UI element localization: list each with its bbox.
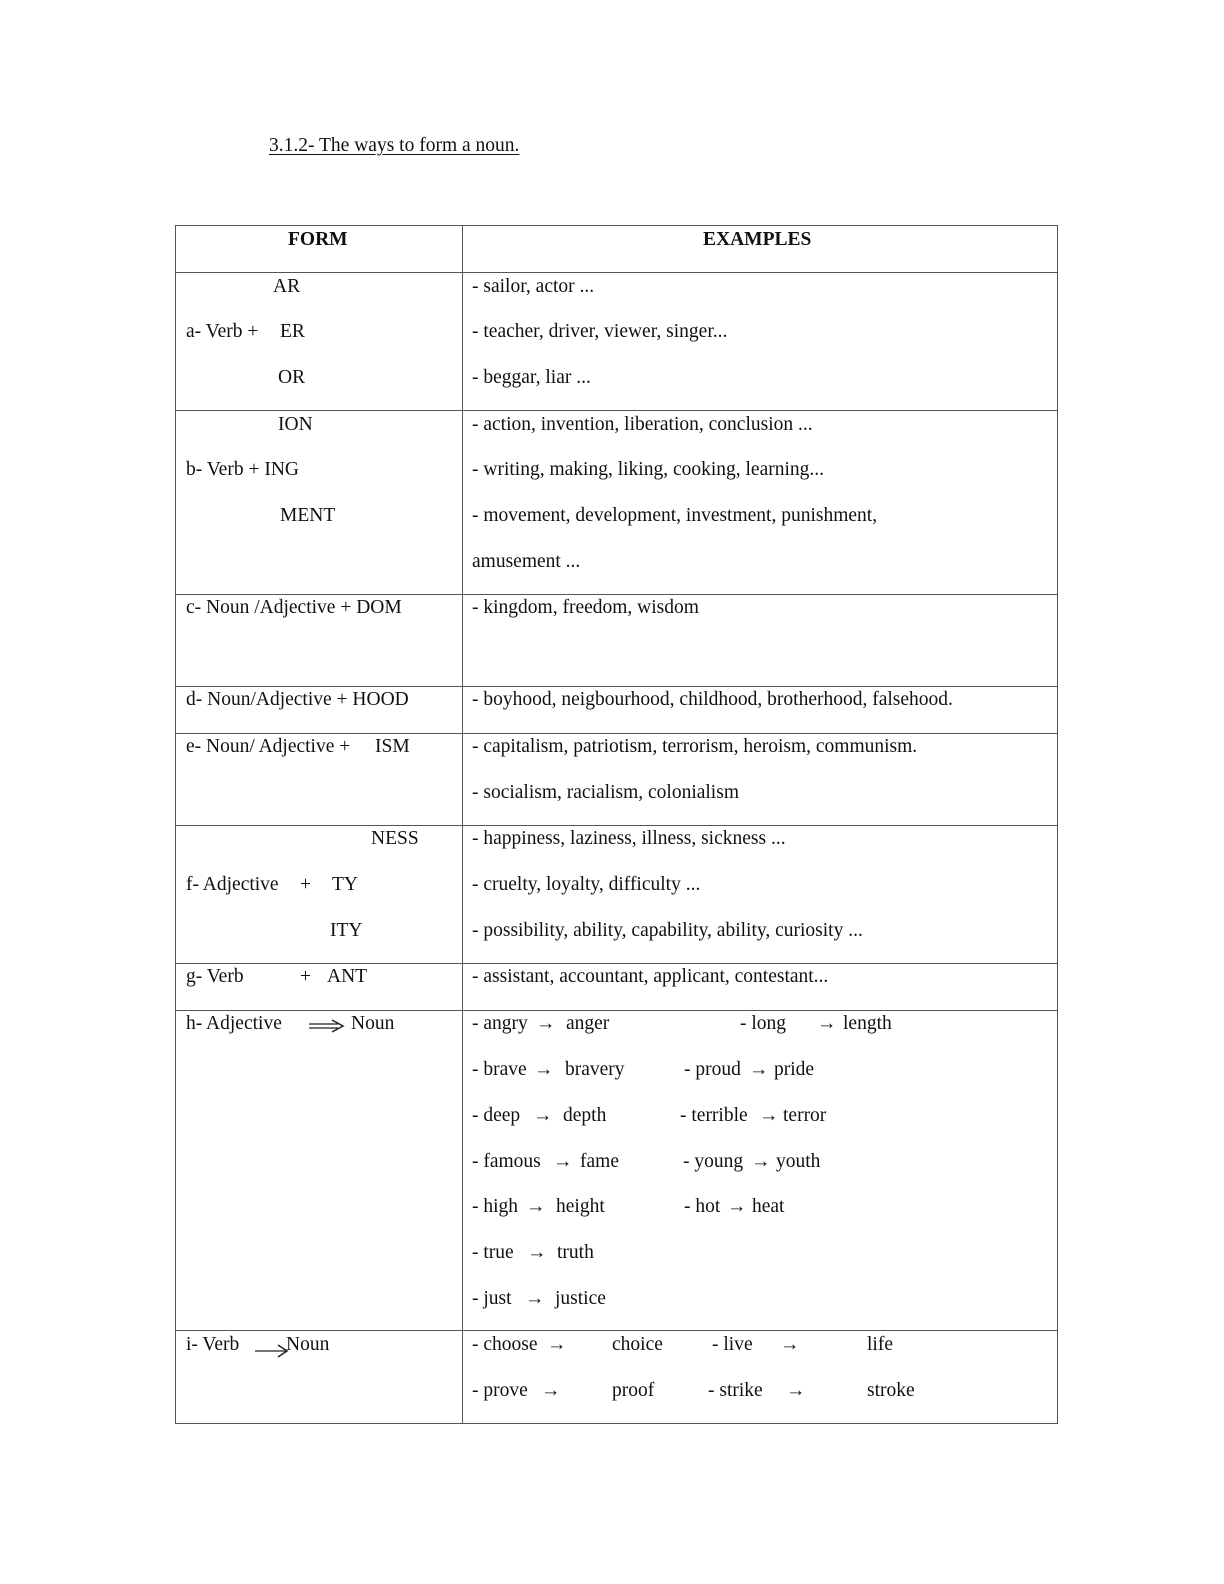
i-right-to-2: stroke xyxy=(867,1380,915,1401)
h-right-from-4: - young xyxy=(683,1151,744,1172)
row-divider xyxy=(176,410,1057,411)
form-g-plus: + xyxy=(300,966,311,987)
example-f-3: - possibility, ability, capability, ability, curiosity ... xyxy=(472,920,863,941)
form-d: d- Noun/Adjective + HOOD xyxy=(186,689,409,710)
arrow-icon: → xyxy=(780,1334,800,1355)
form-f-suffix-ity: ITY xyxy=(330,920,363,941)
h-right-to-5: heat xyxy=(752,1196,785,1217)
example-f-2: - cruelty, loyalty, difficulty ... xyxy=(472,874,701,895)
h-left-to-1: anger xyxy=(566,1013,610,1034)
i-left-to-1: choice xyxy=(612,1334,663,1355)
row-divider xyxy=(176,733,1057,734)
arrow-icon: → xyxy=(547,1334,567,1355)
row-divider xyxy=(176,825,1057,826)
example-b-2: - writing, making, liking, cooking, learning... xyxy=(472,459,825,480)
form-column-header: FORM xyxy=(288,229,348,250)
form-g-base: g- Verb xyxy=(186,966,244,987)
h-left-to-5: height xyxy=(556,1196,605,1217)
form-e-suffix-ism: ISM xyxy=(375,736,410,757)
h-left-from-4: - famous xyxy=(472,1151,541,1172)
examples-column-header: EXAMPLES xyxy=(703,229,812,250)
arrow-icon: → xyxy=(536,1013,556,1034)
i-right-from-2: - strike xyxy=(708,1380,763,1401)
form-a-suffix-ar: AR xyxy=(273,276,301,297)
example-e-1: - capitalism, patriotism, terrorism, heroism, communism. xyxy=(472,736,918,757)
arrow-icon: → xyxy=(553,1151,573,1172)
h-left-to-7: justice xyxy=(555,1288,606,1309)
example-f-1: - happiness, laziness, illness, sickness ... xyxy=(472,828,786,849)
form-g-suffix-ant: ANT xyxy=(327,966,368,987)
example-g-1: - assistant, accountant, applicant, contestant... xyxy=(472,966,829,987)
row-divider xyxy=(176,963,1057,964)
i-right-from-1: - live xyxy=(712,1334,753,1355)
row-divider xyxy=(176,1010,1057,1011)
form-f-base: f- Adjective xyxy=(186,874,279,895)
i-left-from-1: - choose xyxy=(472,1334,538,1355)
form-e-base: e- Noun/ Adjective + xyxy=(186,736,351,757)
arrow-icon: → xyxy=(526,1196,546,1217)
example-a-2: - teacher, driver, viewer, singer... xyxy=(472,321,728,342)
h-left-from-7: - just xyxy=(472,1288,512,1309)
form-f-suffix-ness: NESS xyxy=(371,828,419,849)
form-h-to: Noun xyxy=(351,1013,395,1034)
form-a-base: a- Verb + xyxy=(186,321,259,342)
arrow-icon: → xyxy=(525,1288,545,1309)
form-a-suffix-or: OR xyxy=(278,367,306,388)
h-right-to-3: terror xyxy=(783,1105,827,1126)
noun-formation-table xyxy=(175,225,1058,1424)
arrow-icon: → xyxy=(533,1105,553,1126)
form-a-suffix-er: ER xyxy=(280,321,305,342)
h-right-from-3: - terrible xyxy=(680,1105,748,1126)
arrow-icon: → xyxy=(541,1380,561,1401)
long-arrow-icon xyxy=(308,1019,346,1033)
arrow-icon: → xyxy=(786,1380,806,1401)
example-b-3: - movement, development, investment, punishment, xyxy=(472,505,878,526)
arrow-icon: → xyxy=(749,1059,769,1080)
h-left-from-1: - angry xyxy=(472,1013,528,1034)
section-heading: 3.1.2- The ways to form a noun. xyxy=(269,135,520,156)
arrow-icon: → xyxy=(727,1196,747,1217)
form-b-base: b- Verb + ING xyxy=(186,459,299,480)
example-c-1: - kingdom, freedom, wisdom xyxy=(472,597,699,618)
i-left-to-2: proof xyxy=(612,1380,655,1401)
form-c: c- Noun /Adjective + DOM xyxy=(186,597,402,618)
h-left-from-6: - true xyxy=(472,1242,514,1263)
h-right-from-5: - hot xyxy=(684,1196,721,1217)
arrow-icon: → xyxy=(817,1013,837,1034)
i-right-to-1: life xyxy=(867,1334,893,1355)
example-a-1: - sailor, actor ... xyxy=(472,276,595,297)
arrow-icon: → xyxy=(534,1059,554,1080)
h-right-to-4: youth xyxy=(776,1151,821,1172)
h-right-to-1: length xyxy=(843,1013,892,1034)
row-divider xyxy=(176,272,1057,273)
example-b-1: - action, invention, liberation, conclusion ... xyxy=(472,414,813,435)
row-divider xyxy=(176,686,1057,687)
form-i-to: Noun xyxy=(286,1334,330,1355)
example-e-2: - socialism, racialism, colonialism xyxy=(472,782,739,803)
i-left-from-2: - prove xyxy=(472,1380,528,1401)
h-left-to-6: truth xyxy=(557,1242,594,1263)
h-left-from-2: - brave xyxy=(472,1059,527,1080)
arrow-icon: → xyxy=(759,1105,779,1126)
h-left-to-4: fame xyxy=(580,1151,619,1172)
form-b-suffix-ion: ION xyxy=(278,414,313,435)
example-d-1: - boyhood, neigbourhood, childhood, brotherhood, falsehood. xyxy=(472,689,953,710)
form-f-plus: + xyxy=(300,874,311,895)
form-h-from: h- Adjective xyxy=(186,1013,282,1034)
arrow-icon: → xyxy=(527,1242,547,1263)
long-arrow-icon xyxy=(254,1342,290,1360)
example-a-3: - beggar, liar ... xyxy=(472,367,591,388)
row-divider xyxy=(176,594,1057,595)
h-left-to-2: bravery xyxy=(565,1059,625,1080)
h-left-from-5: - high xyxy=(472,1196,519,1217)
column-divider xyxy=(462,226,463,1423)
form-f-suffix-ty: TY xyxy=(332,874,358,895)
h-left-from-3: - deep xyxy=(472,1105,521,1126)
form-b-suffix-ment: MENT xyxy=(280,505,336,526)
example-b-4: amusement ... xyxy=(472,551,581,572)
form-i-from: i- Verb xyxy=(186,1334,240,1355)
h-right-from-2: - proud xyxy=(684,1059,741,1080)
arrow-icon: → xyxy=(751,1151,771,1172)
h-right-from-1: - long xyxy=(740,1013,787,1034)
row-divider xyxy=(176,1330,1057,1331)
h-right-to-2: pride xyxy=(774,1059,815,1080)
h-left-to-3: depth xyxy=(563,1105,607,1126)
